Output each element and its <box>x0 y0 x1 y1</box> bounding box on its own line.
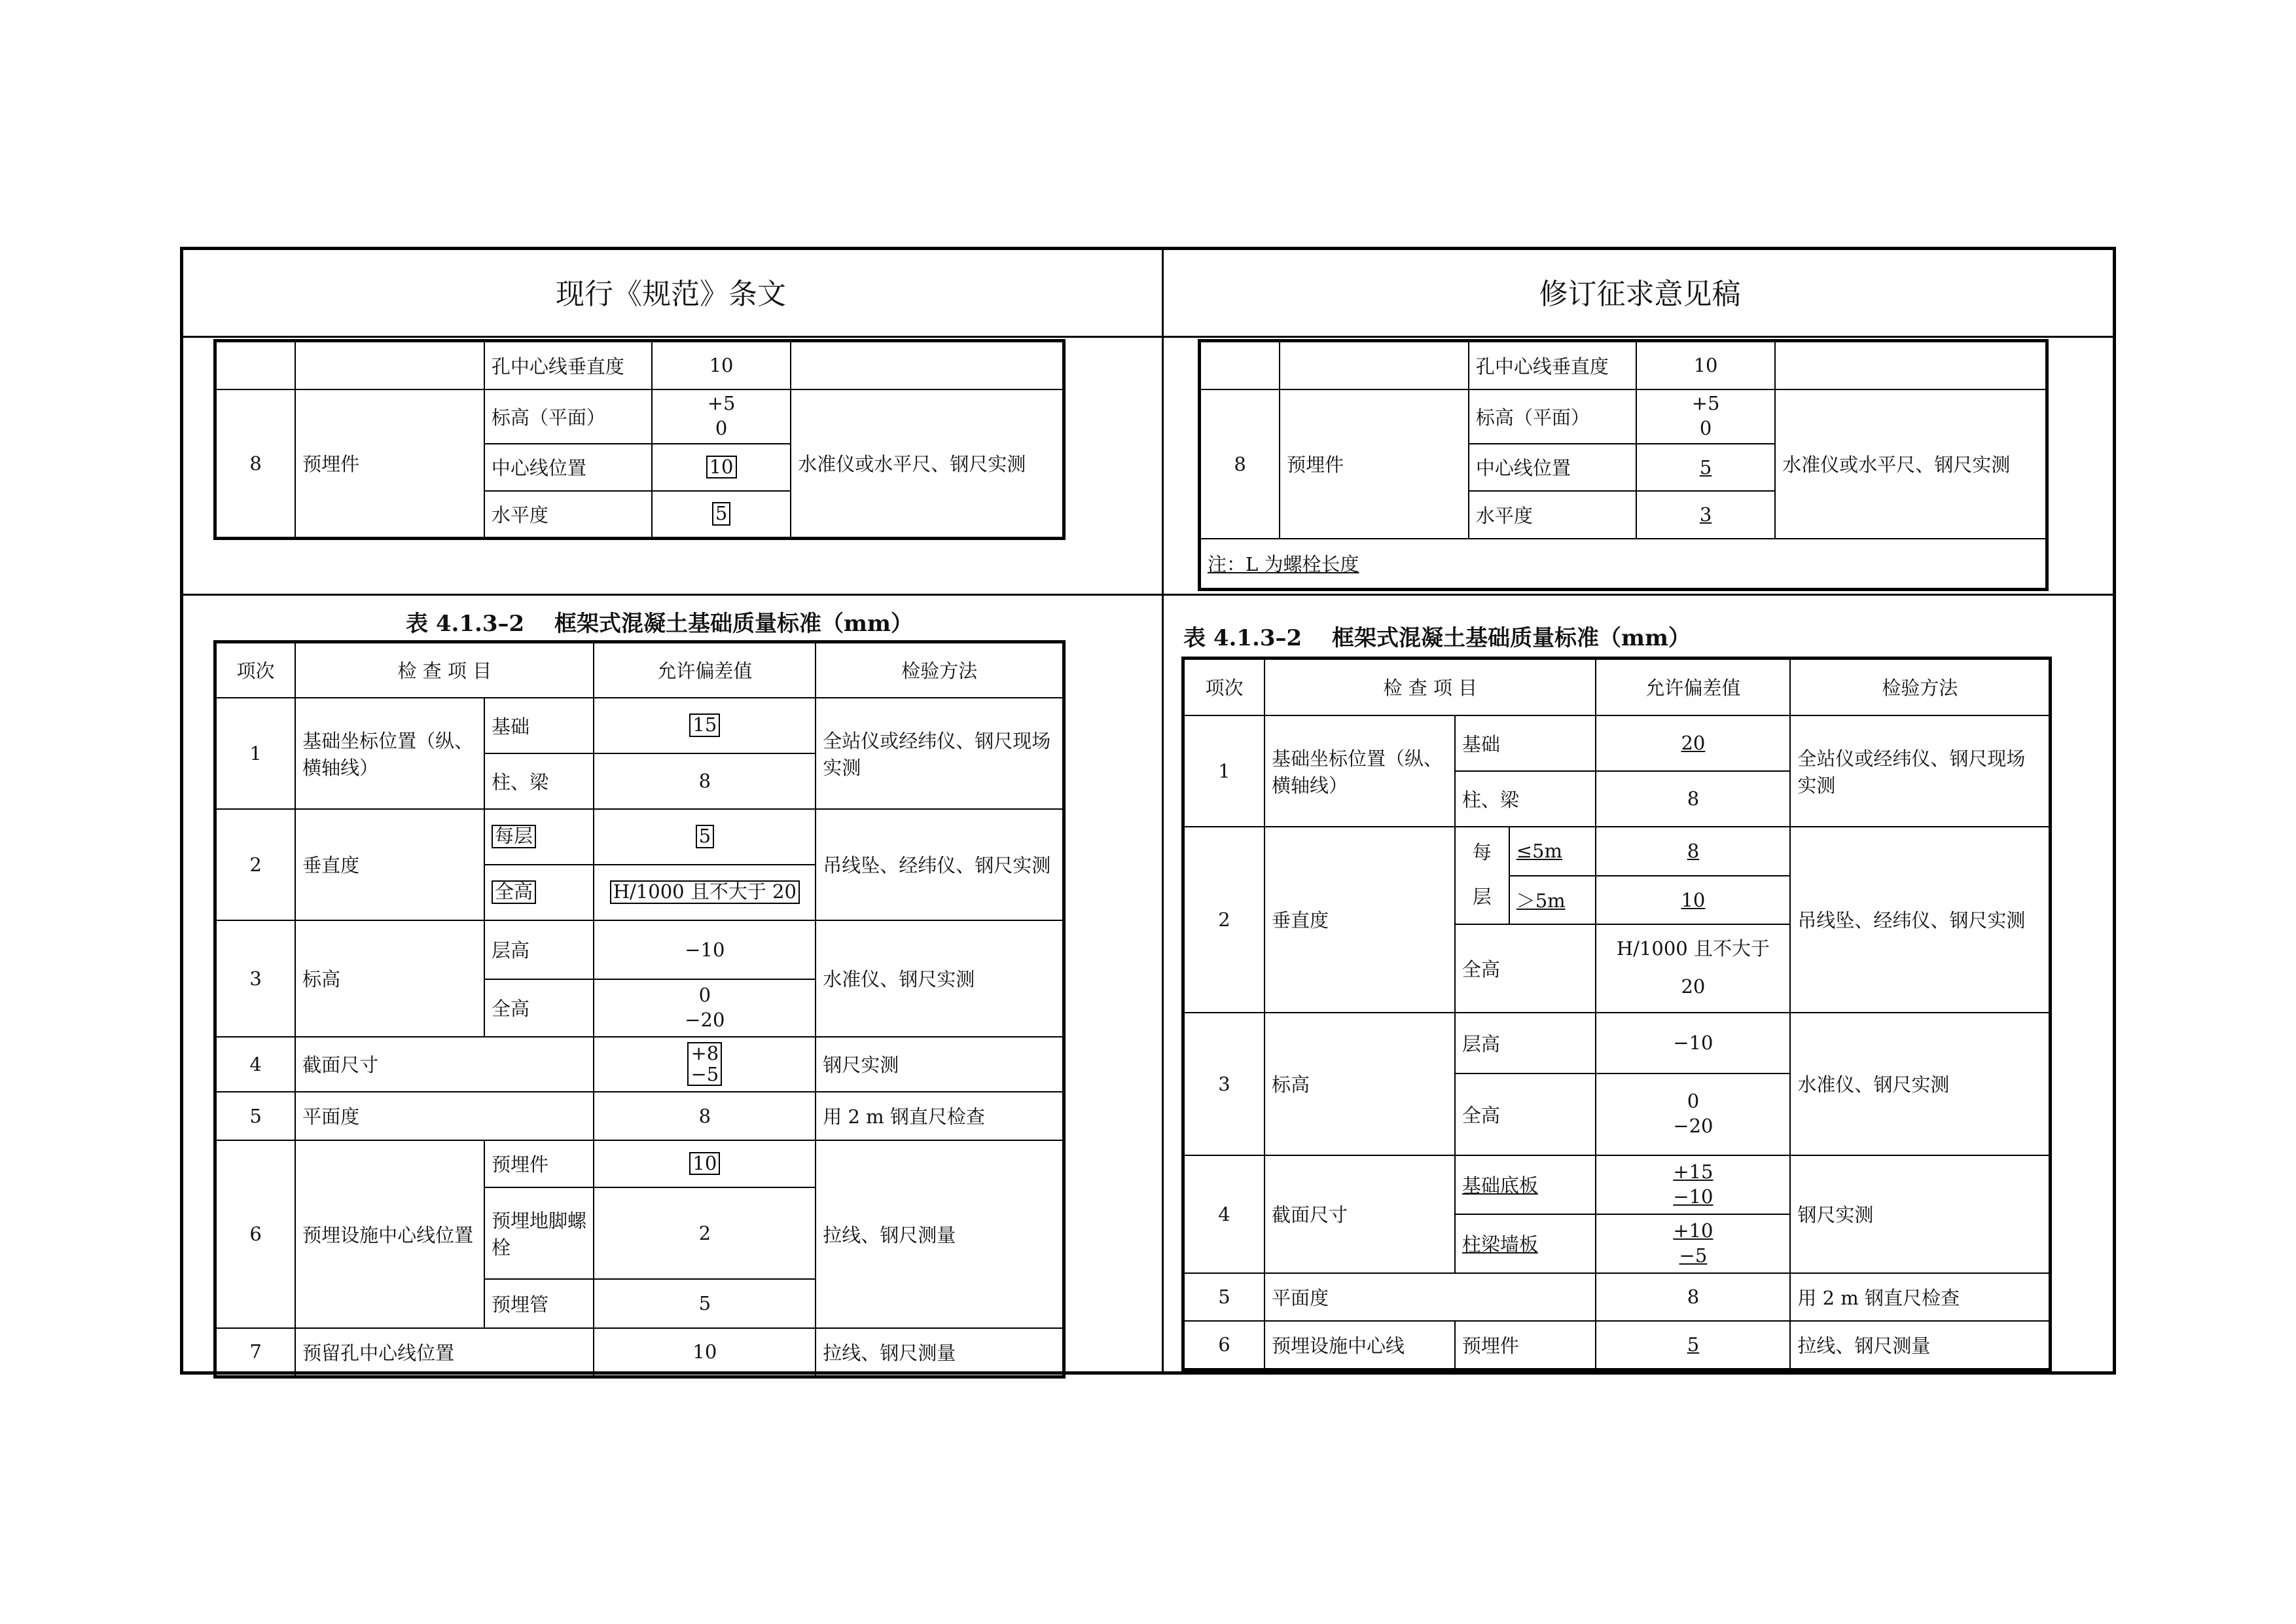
sub-item: 预埋件 <box>1455 1321 1596 1370</box>
item-label: 孔中心线垂直度 <box>1469 341 1636 389</box>
row-number: 5 <box>215 1092 296 1140</box>
sub-item: 全高 <box>1455 924 1596 1013</box>
value-cell: 5 <box>652 491 791 539</box>
row-number: 2 <box>215 809 296 920</box>
row-number: 3 <box>1183 1013 1265 1155</box>
value-cell: +15 −10 <box>1596 1155 1790 1214</box>
value-cell: −10 <box>594 920 816 979</box>
value-cell: 3 <box>1636 491 1775 539</box>
value-cell: +10 −5 <box>1596 1214 1790 1273</box>
item-label: 标高（平面） <box>1469 389 1636 444</box>
row-number: 6 <box>1183 1321 1265 1370</box>
item-name: 预埋设施中心线 <box>1265 1321 1455 1370</box>
method-cell: 用 2 m 钢直尺检查 <box>1790 1273 2050 1321</box>
method-cell: 用 2 m 钢直尺检查 <box>816 1092 1064 1140</box>
sub-item: 层高 <box>484 920 594 979</box>
method-cell: 全站仪或经纬仪、钢尺现场实测 <box>816 698 1064 809</box>
header-divider <box>180 336 2116 338</box>
sub-item: ≤5m <box>1509 827 1596 876</box>
item-name: 截面尺寸 <box>295 1037 594 1092</box>
value-cell: 20 <box>1596 715 1790 771</box>
item-label: 水平度 <box>1469 491 1636 539</box>
row-number: 1 <box>1183 715 1265 827</box>
method-cell: 水准仪或水平尺、钢尺实测 <box>1775 389 2047 539</box>
method-cell: 钢尺实测 <box>816 1037 1064 1092</box>
item-name: 平面度 <box>1265 1273 1596 1321</box>
value-cell: 8 <box>1596 771 1790 827</box>
row-number: 3 <box>215 920 296 1037</box>
item-name: 垂直度 <box>295 809 484 920</box>
sub-item: 基础底板 <box>1455 1155 1596 1214</box>
value-cell: H/1000 且不大于 20 <box>594 865 816 920</box>
value-cell: 5 <box>1636 444 1775 491</box>
column-header: 允许偏差值 <box>594 642 816 698</box>
right-table-caption: 表 4.1.3–2 框架式混凝土基础质量标准（mm） <box>1183 625 1691 651</box>
value-cell: 10 <box>652 444 791 491</box>
left-quality-table <box>213 640 1066 1379</box>
section-divider <box>180 594 2116 596</box>
value-cell: −10 <box>1596 1013 1790 1074</box>
value-cell: 0 −20 <box>594 979 816 1037</box>
column-header: 允许偏差值 <box>1596 659 1790 715</box>
sub-item: 柱梁墙板 <box>1455 1214 1596 1273</box>
column-header: 检 查 项 目 <box>1265 659 1596 715</box>
column-header: 项次 <box>1183 659 1265 715</box>
method-cell: 拉线、钢尺测量 <box>1790 1321 2050 1370</box>
row-number: 4 <box>1183 1155 1265 1273</box>
method-cell: 拉线、钢尺测量 <box>816 1140 1064 1328</box>
right-column-header: 修订征求意见稿 <box>1539 278 1741 311</box>
sub-item: 层高 <box>1455 1013 1596 1074</box>
method-cell: 吊线坠、经纬仪、钢尺实测 <box>816 809 1064 920</box>
value-cell: +8 −5 <box>594 1037 816 1092</box>
sub-item: 柱、梁 <box>1455 771 1596 827</box>
value-cell: 8 <box>1596 1273 1790 1321</box>
sub-item: 基础 <box>484 698 594 753</box>
method-cell: 水准仪或水平尺、钢尺实测 <box>791 389 1064 539</box>
value-cell: 0 −20 <box>1596 1074 1790 1155</box>
value-cell: 8 <box>594 753 816 809</box>
item-name: 标高 <box>295 920 484 1037</box>
item-name: 预留孔中心线位置 <box>295 1328 594 1377</box>
value-cell: 5 <box>594 1279 816 1328</box>
item-name: 标高 <box>1265 1013 1455 1155</box>
value-cell: 8 <box>594 1092 816 1140</box>
item-name: 预埋件 <box>1280 389 1469 539</box>
row-number: 8 <box>215 389 296 539</box>
value-cell: H/1000 且不大于 20 <box>1596 924 1790 1013</box>
left-top-table <box>213 339 1066 540</box>
value-cell: 5 <box>1596 1321 1790 1370</box>
sub-item: 柱、梁 <box>484 753 594 809</box>
sub-item: 预埋件 <box>484 1140 594 1187</box>
value-cell: 10 <box>652 341 791 389</box>
column-divider <box>1162 247 1164 1375</box>
right-top-table <box>1198 339 2049 591</box>
item-label: 中心线位置 <box>1469 444 1636 491</box>
row-number: 1 <box>215 698 296 809</box>
column-header: 检验方法 <box>1790 659 2050 715</box>
value-cell: +5 0 <box>652 389 791 444</box>
item-name: 预埋件 <box>295 389 484 539</box>
item-name: 截面尺寸 <box>1265 1155 1455 1273</box>
left-table-caption: 表 4.1.3–2 框架式混凝土基础质量标准（mm） <box>406 611 913 637</box>
sub-item: ＞5m <box>1509 876 1596 924</box>
method-cell: 吊线坠、经纬仪、钢尺实测 <box>1790 827 2050 1013</box>
item-name: 基础坐标位置（纵、横轴线） <box>1265 715 1455 827</box>
method-cell: 全站仪或经纬仪、钢尺现场实测 <box>1790 715 2050 827</box>
right-quality-table <box>1181 657 2052 1371</box>
row-number: 8 <box>1200 389 1280 539</box>
column-header: 检验方法 <box>816 642 1064 698</box>
item-name: 垂直度 <box>1265 827 1455 1013</box>
value-cell: 8 <box>1596 827 1790 876</box>
column-header: 项次 <box>215 642 296 698</box>
sub-item: 全高 <box>484 979 594 1037</box>
row-number: 7 <box>215 1328 296 1377</box>
sub-group: 每 层 <box>1455 827 1509 924</box>
value-cell: 10 <box>594 1140 816 1187</box>
method-cell: 钢尺实测 <box>1790 1155 2050 1273</box>
left-column-header: 现行《规范》条文 <box>556 278 786 311</box>
sub-item: 每层 <box>484 809 594 865</box>
item-label: 孔中心线垂直度 <box>484 341 652 389</box>
table-note: 注：L 为螺栓长度 <box>1200 539 2047 590</box>
sub-item: 预埋地脚螺栓 <box>484 1187 594 1279</box>
value-cell: +5 0 <box>1636 389 1775 444</box>
method-cell: 水准仪、钢尺实测 <box>816 920 1064 1037</box>
value-cell: 15 <box>594 698 816 753</box>
item-label: 中心线位置 <box>484 444 652 491</box>
sub-item: 预埋管 <box>484 1279 594 1328</box>
sub-item: 全高 <box>484 865 594 920</box>
item-label: 标高（平面） <box>484 389 652 444</box>
value-cell: 5 <box>594 809 816 865</box>
value-cell: 10 <box>1596 876 1790 924</box>
value-cell: 10 <box>1636 341 1775 389</box>
row-number: 4 <box>215 1037 296 1092</box>
item-label: 水平度 <box>484 491 652 539</box>
item-name: 平面度 <box>295 1092 594 1140</box>
item-name: 预埋设施中心线位置 <box>295 1140 484 1328</box>
sub-item: 全高 <box>1455 1074 1596 1155</box>
row-number: 5 <box>1183 1273 1265 1321</box>
value-cell: 2 <box>594 1187 816 1279</box>
item-name: 基础坐标位置（纵、横轴线） <box>295 698 484 809</box>
method-cell: 水准仪、钢尺实测 <box>1790 1013 2050 1155</box>
value-cell: 10 <box>594 1328 816 1377</box>
row-number: 2 <box>1183 827 1265 1013</box>
sub-item: 基础 <box>1455 715 1596 771</box>
column-header: 检 查 项 目 <box>295 642 594 698</box>
method-cell: 拉线、钢尺测量 <box>816 1328 1064 1377</box>
row-number: 6 <box>215 1140 296 1328</box>
